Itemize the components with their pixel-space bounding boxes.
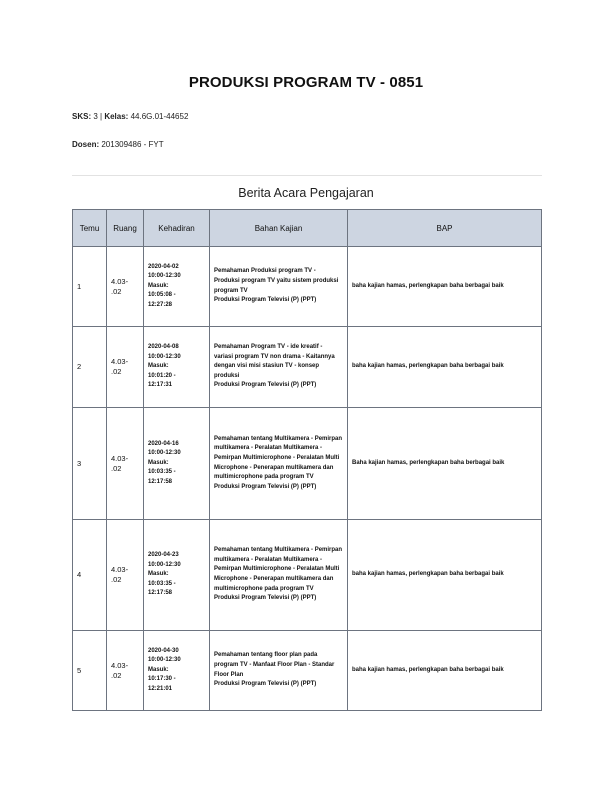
table-row bbox=[73, 631, 542, 711]
ruang-cell: 4.03- .02 bbox=[107, 520, 144, 631]
col-header-bahan-kajian: Bahan Kajian bbox=[210, 210, 348, 247]
bahan-kajian-cell: Pemahaman Produksi program TV - Produksi program TV yaitu sistem produksi program TV Produksi Program Televisi (P) (PPT) bbox=[210, 247, 348, 327]
table-header-row bbox=[73, 210, 542, 247]
kehadiran-cell: 2020-04-30 10:00-12:30 Masuk: 10:17:30 - 12:21:01 bbox=[144, 631, 210, 711]
table-row bbox=[73, 408, 542, 520]
temu-cell: 5 bbox=[73, 631, 107, 711]
kehadiran-cell: 2020-04-23 10:00-12:30 Masuk: 10:03:35 - 12:17:58 bbox=[144, 520, 210, 631]
bahan-kajian-cell: Pemahaman tentang Multikamera - Pemirpan multikamera - Peralatan Multikamera - Pemirpan Multimicrophone - Peralatan Multi Microphone - Penerapan multikamera dan multimicrophone pada program TV Produksi Program Televisi (P) (PPT) bbox=[210, 408, 348, 520]
bap-cell: baha kajian hamas, perlengkapan baha berbagai baik bbox=[348, 327, 542, 408]
kehadiran-cell: 2020-04-02 10:00-12:30 Masuk: 10:05:08 - 12:27:28 bbox=[144, 247, 210, 327]
kelas-value: 44.6G.01-44652 bbox=[128, 112, 189, 121]
dosen-label: Dosen: bbox=[72, 140, 100, 149]
temu-cell: 4 bbox=[73, 520, 107, 631]
temu-cell: 1 bbox=[73, 247, 107, 327]
bap-table bbox=[72, 209, 542, 711]
bap-cell: baha kajian hamas, perlengkapan baha berbagai baik bbox=[348, 631, 542, 711]
sks-value: 3 | bbox=[91, 112, 105, 121]
col-header-ruang: Ruang bbox=[107, 210, 144, 247]
bap-cell: baha kajian hamas, perlengkapan baha berbagai baik bbox=[348, 520, 542, 631]
kehadiran-cell: 2020-04-16 10:00-12:30 Masuk: 10:03:35 - 12:17:58 bbox=[144, 408, 210, 520]
lecturer-meta-line bbox=[72, 140, 164, 149]
bap-cell: baha kajian hamas, perlengkapan baha berbagai baik bbox=[348, 247, 542, 327]
bahan-kajian-cell: Pemahaman tentang Multikamera - Pemirpan multikamera - Peralatan Multikamera - Pemirpan Multimicrophone - Peralatan Multi Microphone - Penerapan multikamera dan multimicrophone pada program TV Produksi Program Televisi (P) (PPT) bbox=[210, 520, 348, 631]
table-row bbox=[73, 247, 542, 327]
kelas-label: Kelas: bbox=[104, 112, 129, 121]
divider bbox=[72, 175, 542, 176]
temu-cell: 3 bbox=[73, 408, 107, 520]
bahan-kajian-cell: Pemahaman Program TV - ide kreatif - variasi program TV non drama - Kaitannya dengan visi misi stasiun TV - konsep produksi Produksi Program Televisi (P) (PPT) bbox=[210, 327, 348, 408]
temu-cell: 2 bbox=[73, 327, 107, 408]
table-row bbox=[73, 327, 542, 408]
bap-cell: Baha kajian hamas, perlengkapan baha berbagai baik bbox=[348, 408, 542, 520]
sks-label: SKS: bbox=[72, 112, 92, 121]
col-header-kehadiran: Kehadiran bbox=[144, 210, 210, 247]
dosen-value: 201309486 - FYT bbox=[99, 140, 164, 149]
ruang-cell: 4.03- .02 bbox=[107, 327, 144, 408]
bahan-kajian-cell: Pemahaman tentang floor plan pada program TV - Manfaat Floor Plan - Standar Floor Plan Produksi Program Televisi (P) (PPT) bbox=[210, 631, 348, 711]
col-header-bap: BAP bbox=[348, 210, 542, 247]
ruang-cell: 4.03- .02 bbox=[107, 408, 144, 520]
course-meta-line bbox=[72, 112, 188, 121]
col-header-temu: Temu bbox=[73, 210, 107, 247]
ruang-cell: 4.03- .02 bbox=[107, 631, 144, 711]
kehadiran-cell: 2020-04-08 10:00-12:30 Masuk: 10:01:20 - 12:17:31 bbox=[144, 327, 210, 408]
document-title: PRODUKSI PROGRAM TV - 0851 bbox=[188, 74, 424, 91]
table-row bbox=[73, 520, 542, 631]
ruang-cell: 4.03- .02 bbox=[107, 247, 144, 327]
section-title: Berita Acara Pengajaran bbox=[238, 186, 374, 200]
